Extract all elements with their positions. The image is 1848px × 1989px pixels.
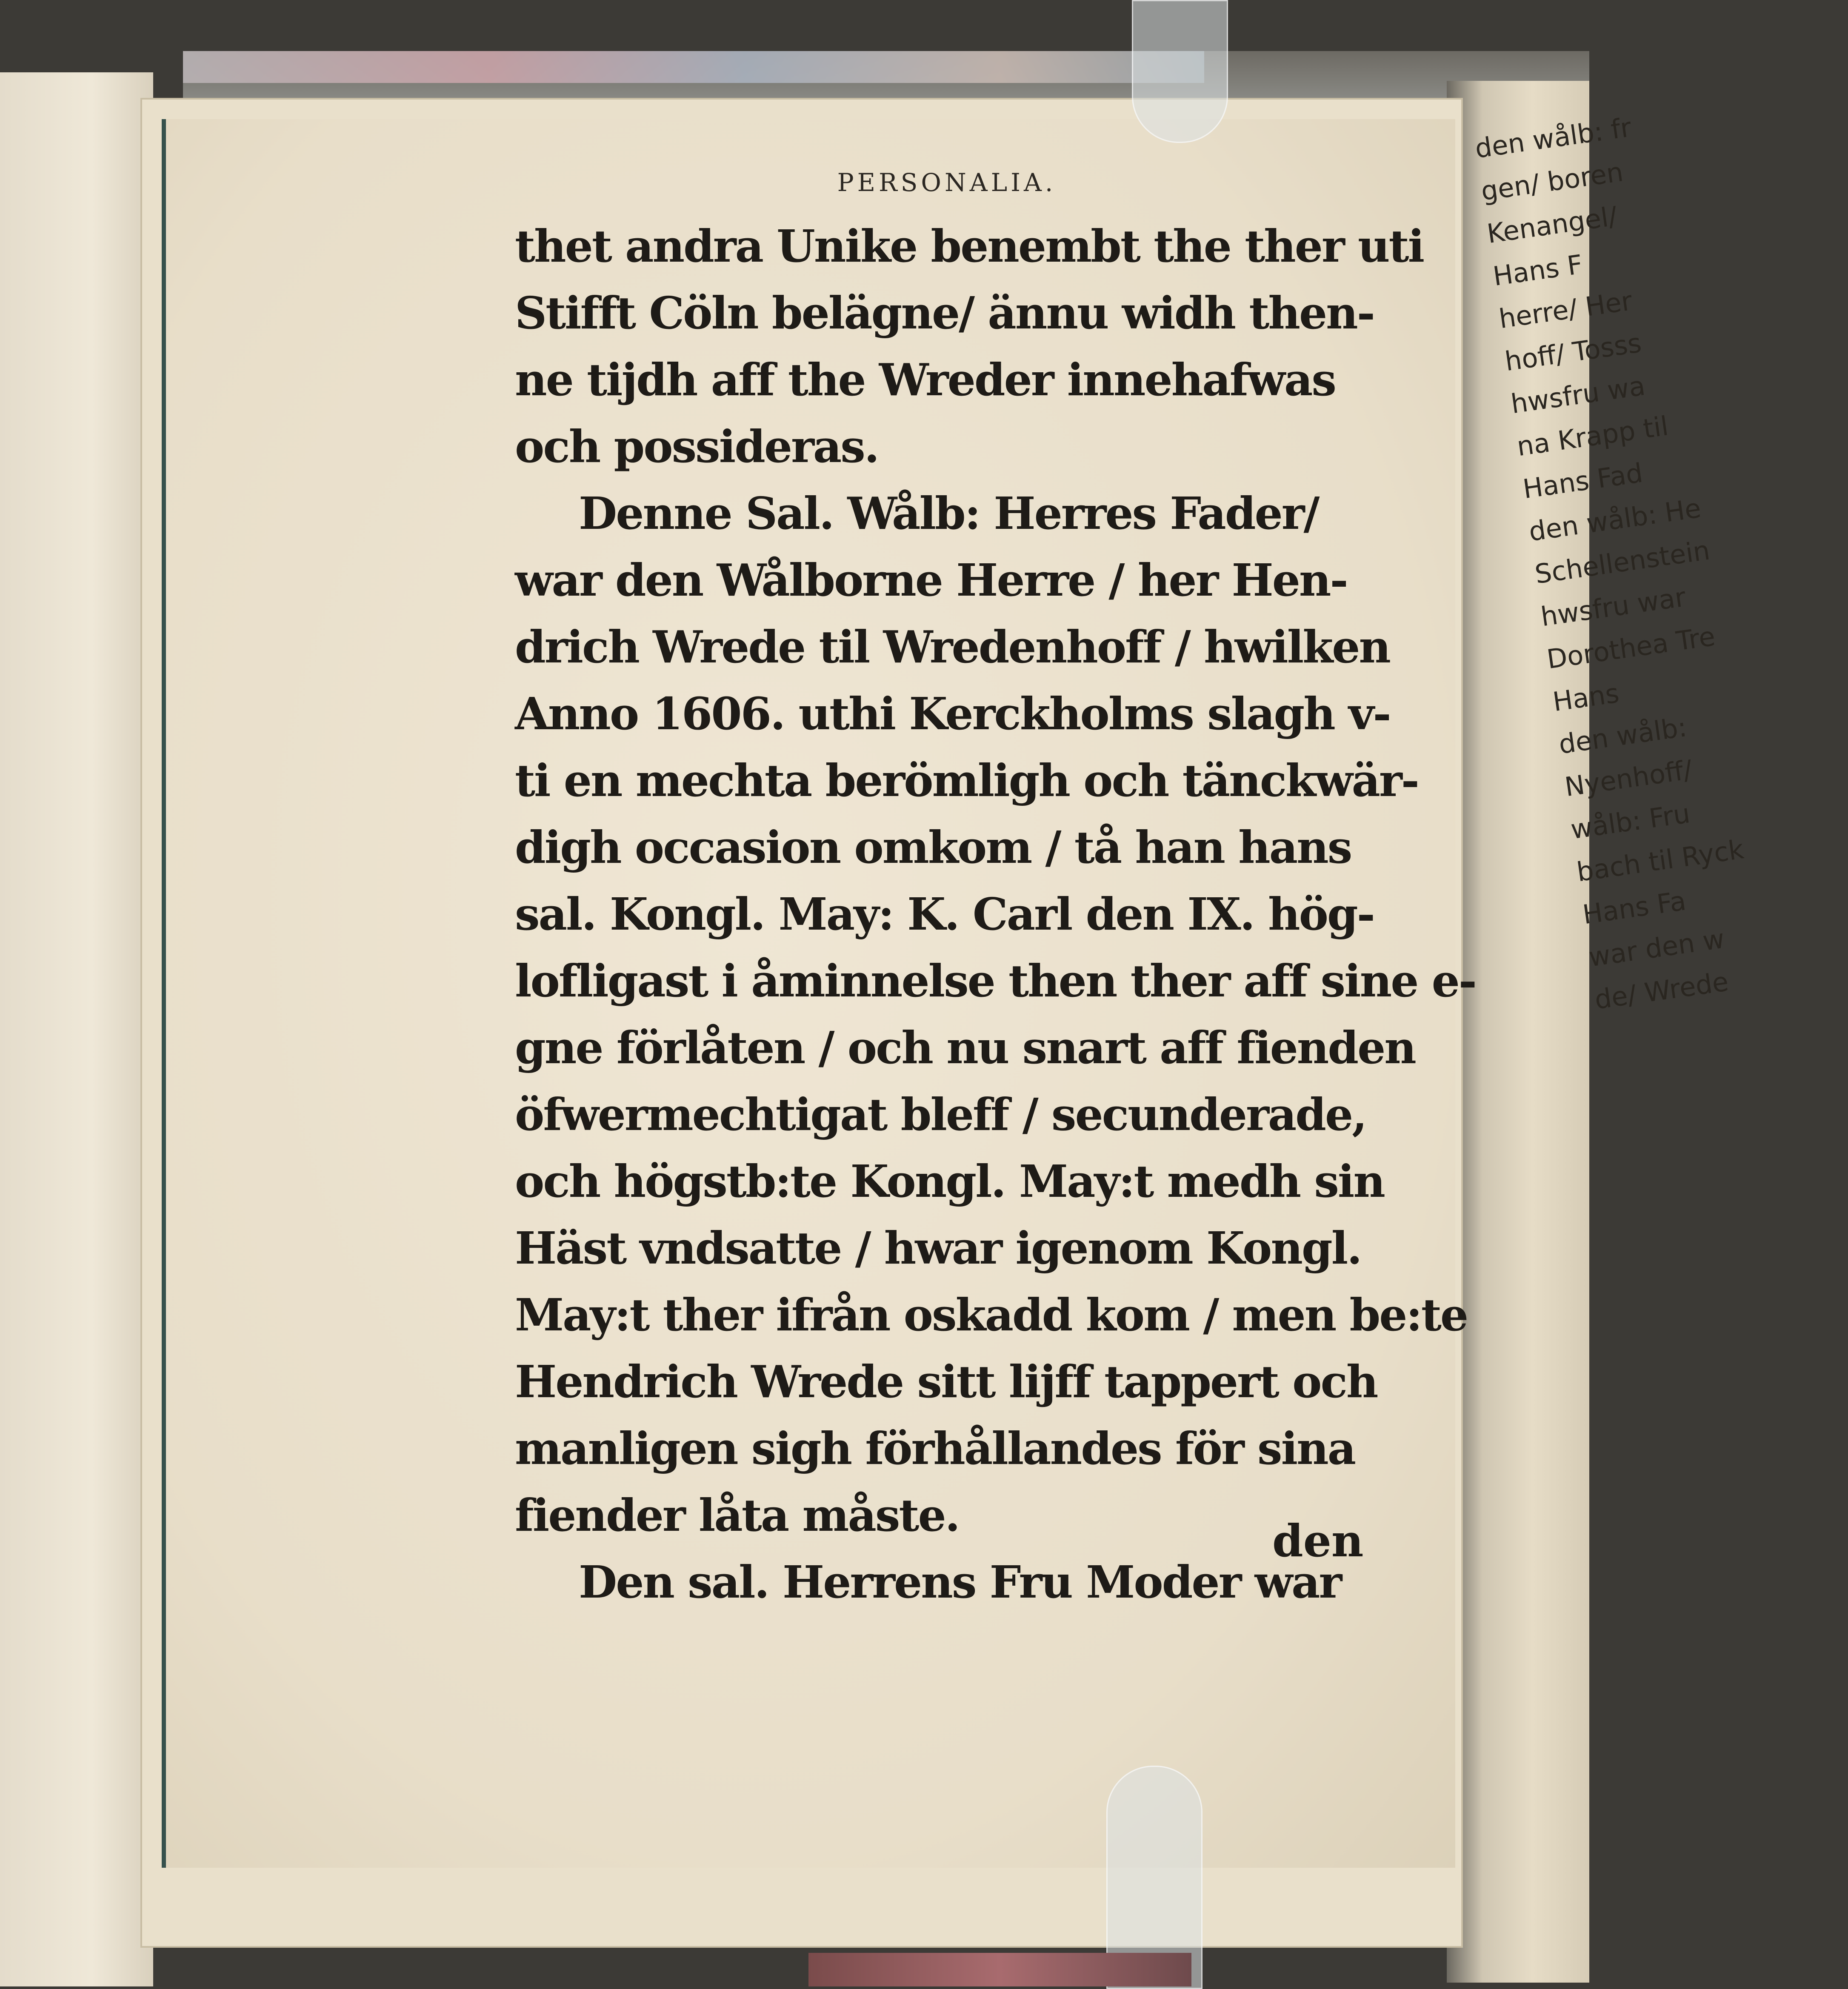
- text-line: Hendrich Wrede sitt lijff tappert och: [515, 1355, 1377, 1408]
- text-line: lofligast i åminnelse then ther aff sine e-: [515, 955, 1476, 1007]
- marbled-edge-bottom: [808, 1953, 1191, 1986]
- right-line: Dorothea Tre: [1545, 620, 1717, 675]
- text-line: gne förlåten / och nu snart aff fienden: [515, 1022, 1415, 1074]
- text-line: Denne Sal. Wålb: Herres Fader/: [579, 487, 1319, 539]
- text-line: manligen sigh förhållandes för sina: [515, 1422, 1355, 1475]
- right-line: hwsfru war: [1539, 581, 1688, 633]
- right-line: Hans Fad: [1521, 457, 1645, 505]
- text-line: ne tijdh aff the Wreder innehafwas: [515, 354, 1335, 406]
- text-line: sal. Kongl. May: K. Carl den IX. hög-: [515, 888, 1374, 940]
- right-line: den wålb:: [1557, 711, 1689, 760]
- text-line: Stifft Cöln belägne/ ännu widh then-: [515, 287, 1374, 339]
- plastic-page-clip-top: [1132, 0, 1228, 143]
- right-line: Hans: [1551, 677, 1621, 718]
- left-facing-page-edge: [0, 72, 153, 1986]
- text-line: fiender låta måste.: [515, 1489, 959, 1541]
- right-line: hwsfru wa: [1509, 370, 1647, 420]
- right-line: den wålb: He: [1527, 492, 1703, 548]
- text-line: ti en mechta berömligh och tänckwär-: [515, 754, 1418, 807]
- right-line: wålb: Fru: [1568, 797, 1692, 845]
- right-line: Hans F: [1491, 248, 1585, 292]
- marbled-endpaper: [183, 51, 1204, 83]
- text-line: Häst vndsatte / hwar igenom Kongl.: [515, 1222, 1361, 1274]
- text-line: war den Wålborne Herre / her Hen-: [515, 554, 1347, 606]
- right-line: Nyenhoff/: [1562, 754, 1694, 803]
- text-line: drich Wrede til Wredenhoff / hwilken: [515, 621, 1390, 673]
- text-line: Anno 1606. uthi Kerckholms slagh v-: [515, 688, 1390, 740]
- text-line: May:t ther ifrån oskadd kom / men be:te: [515, 1289, 1468, 1341]
- right-line: na Krapp til: [1515, 410, 1671, 462]
- right-line: war den w: [1587, 923, 1727, 973]
- text-line: thet andra Unike benembt the ther uti: [515, 220, 1424, 272]
- catchword: den: [1272, 1515, 1364, 1567]
- text-line: öfwermechtigat bleff / secunderade,: [515, 1088, 1366, 1141]
- text-line: Den sal. Herrens Fru Moder war: [579, 1556, 1341, 1608]
- body-text: [515, 213, 1476, 1615]
- right-line: bach til Ryck: [1574, 833, 1746, 888]
- text-line: och högstb:te Kongl. May:t medh sin: [515, 1155, 1385, 1207]
- right-line: Schellenstein: [1533, 534, 1712, 590]
- right-line: herre/ Her: [1497, 285, 1634, 335]
- right-line: gen/ boren: [1479, 156, 1625, 207]
- running-header: PERSONALIA.: [837, 168, 1057, 197]
- right-line: Hans Fa: [1580, 885, 1688, 930]
- right-line: hoff/ Tosss: [1503, 327, 1643, 377]
- right-line: Kenangel/: [1485, 200, 1619, 250]
- text-line: digh occasion omkom / tå han hans: [515, 821, 1351, 873]
- right-line: de/ Wrede: [1593, 966, 1731, 1016]
- text-line: och possideras.: [515, 420, 879, 473]
- right-line: den wålb: fr: [1473, 111, 1634, 165]
